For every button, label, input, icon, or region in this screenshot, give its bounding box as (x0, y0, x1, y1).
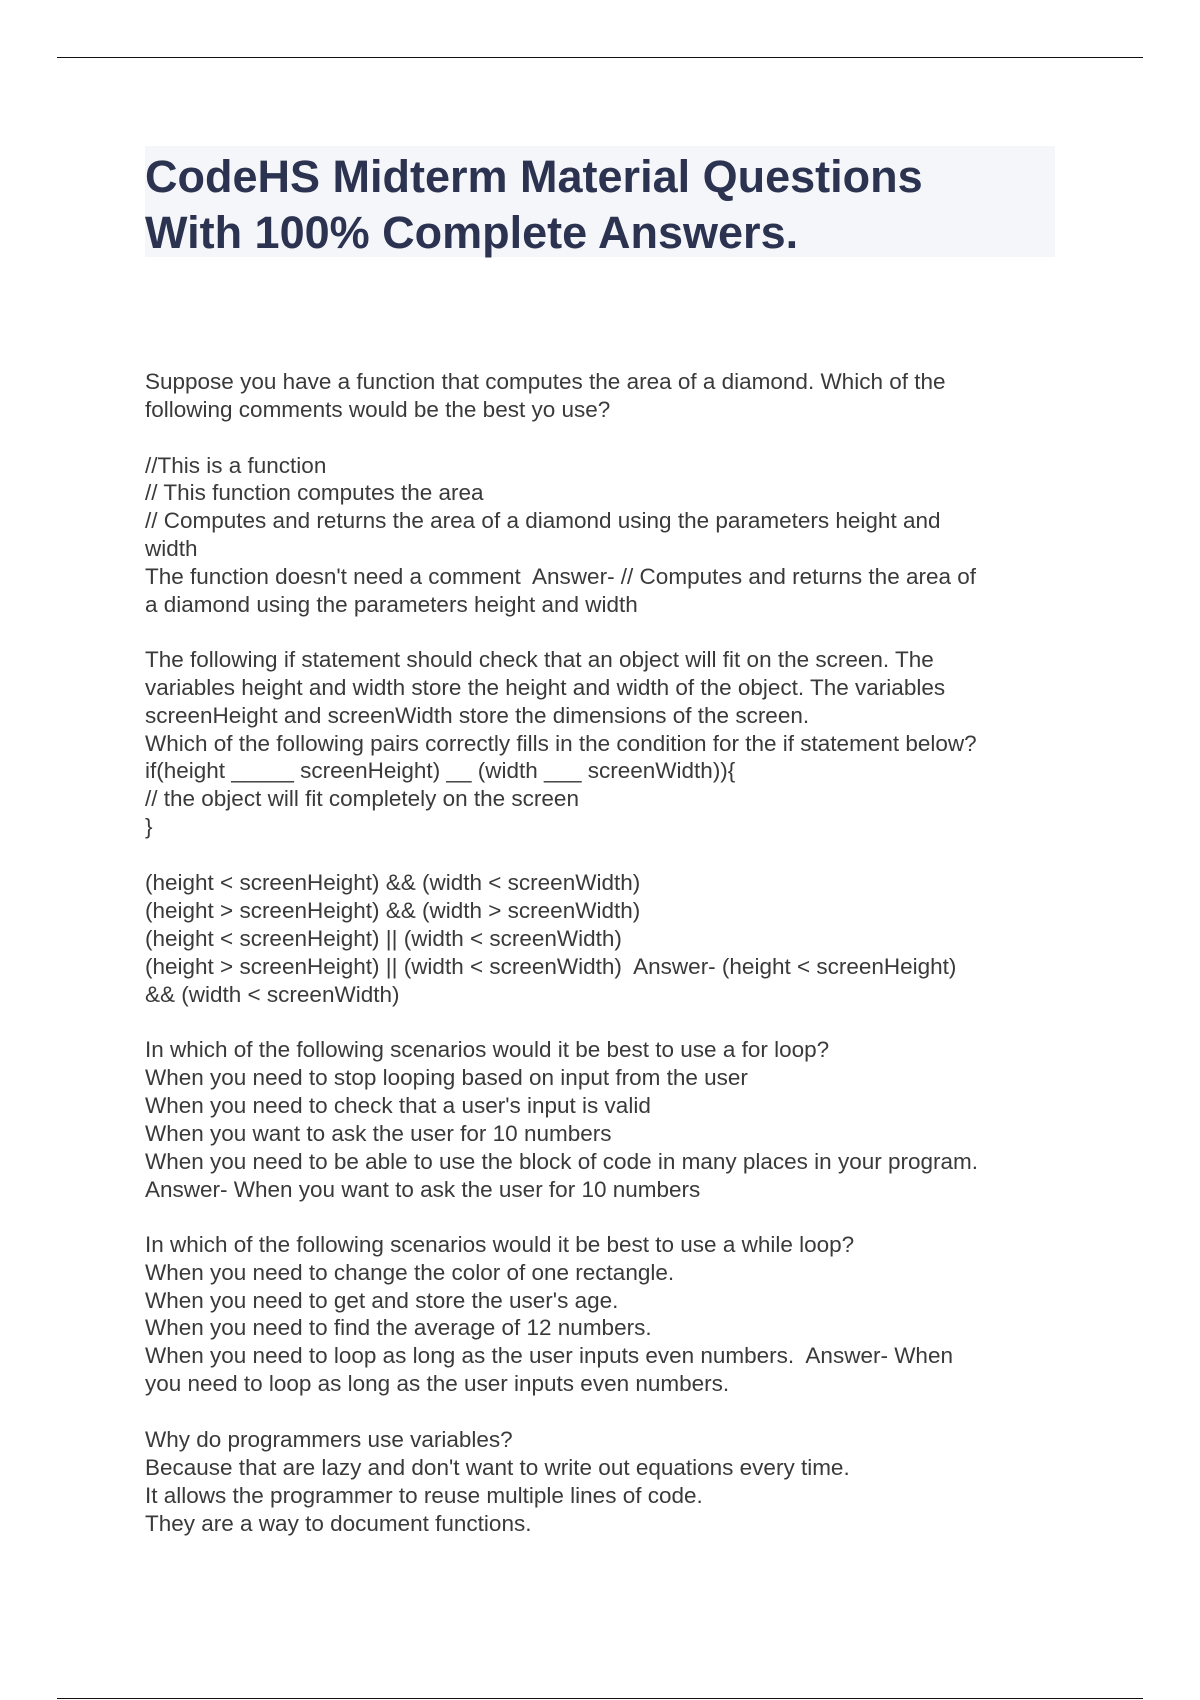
text-line: In which of the following scenarios would it be best to use a for loop? (145, 1037, 830, 1062)
text-line: if(height _____ screenHeight) __ (width ___ screenWidth)){ (145, 758, 736, 783)
text-line: Suppose you have a function that computes the area of a diamond. Which of the (145, 369, 946, 394)
text-line: } (145, 814, 153, 839)
text-line: They are a way to document functions. (145, 1511, 532, 1536)
title-line-2: With 100% Complete Answers. (145, 207, 799, 258)
text-line: // the object will fit completely on the screen (145, 786, 579, 811)
text-line: When you need to loop as long as the user inputs even numbers. Answer- When (145, 1343, 953, 1368)
text-line: you need to loop as long as the user inputs even numbers. (145, 1371, 730, 1396)
text-line: variables height and width store the height and width of the object. The variables (145, 675, 946, 700)
text-line: Because that are lazy and don't want to write out equations every time. (145, 1455, 850, 1480)
text-line: It allows the programmer to reuse multiple lines of code. (145, 1483, 703, 1508)
text-line: When you need to check that a user's input is valid (145, 1093, 651, 1118)
text-line: following comments would be the best yo use? (145, 397, 611, 422)
text-line: // Computes and returns the area of a diamond using the parameters height and (145, 508, 941, 533)
text-line: When you need to stop looping based on input from the user (145, 1065, 748, 1090)
text-line: Which of the following pairs correctly fills in the condition for the if statement below? (145, 731, 977, 756)
text-line: //This is a function (145, 453, 327, 478)
text-line: The function doesn't need a comment Answer- // Computes and returns the area of (145, 564, 977, 589)
header-rule (57, 57, 1143, 58)
title-line-1: CodeHS Midterm Material Questions (145, 151, 923, 202)
text-line: width (145, 536, 198, 561)
text-line: (height < screenHeight) && (width < screenWidth) (145, 870, 641, 895)
text-line: // This function computes the area (145, 480, 484, 505)
text-line: When you need to be able to use the block of code in many places in your program. (145, 1149, 978, 1174)
text-line: Answer- When you want to ask the user for 10 numbers (145, 1177, 701, 1202)
text-line: When you need to find the average of 12 numbers. (145, 1315, 652, 1340)
text-line: (height < screenHeight) || (width < screenWidth) (145, 926, 622, 951)
text-line: The following if statement should check that an object will fit on the screen. The (145, 647, 934, 672)
text-line: && (width < screenWidth) (145, 982, 400, 1007)
text-line: Why do programmers use variables? (145, 1427, 513, 1452)
footer-rule (57, 1698, 1143, 1699)
text-line: When you need to change the color of one rectangle. (145, 1260, 675, 1285)
text-line: (height > screenHeight) && (width > screenWidth) (145, 898, 641, 923)
text-line: In which of the following scenarios would it be best to use a while loop? (145, 1232, 855, 1257)
text-line: When you want to ask the user for 10 numbers (145, 1121, 612, 1146)
text-line: (height > screenHeight) || (width < screenWidth) Answer- (height < screenHeight) (145, 954, 957, 979)
document-title (145, 146, 1055, 257)
text-line: When you need to get and store the user's age. (145, 1288, 619, 1313)
text-line: a diamond using the parameters height and width (145, 592, 638, 617)
text-line: screenHeight and screenWidth store the dimensions of the screen. (145, 703, 810, 728)
